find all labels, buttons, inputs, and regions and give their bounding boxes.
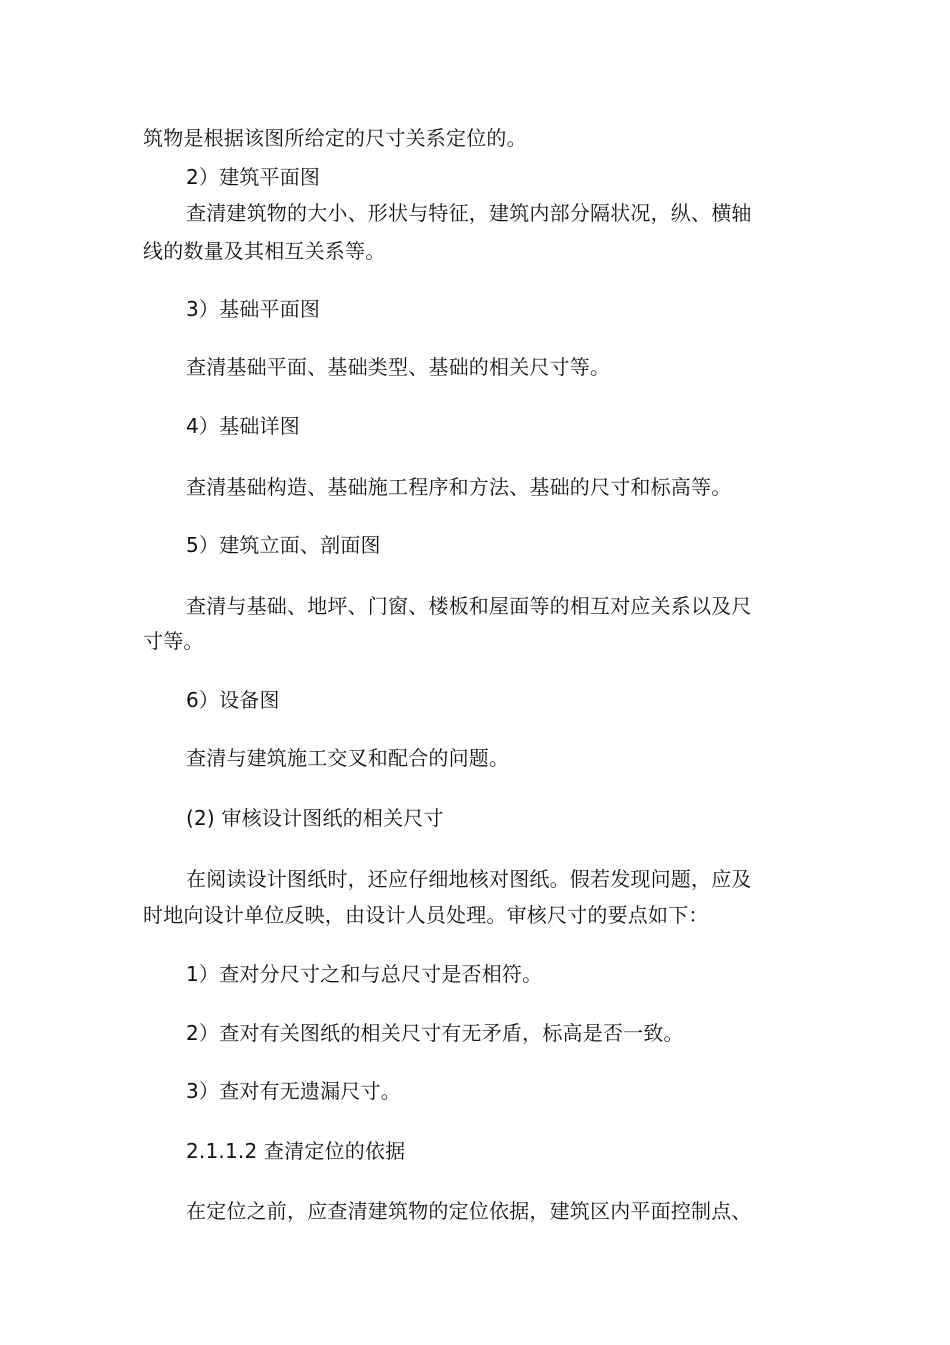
- paragraph-foundation-plan: 查清基础平面、基础类型、基础的相关尺寸等。: [186, 355, 611, 379]
- paragraph-building-plan-line-2: 线的数量及其相互关系等。: [143, 239, 386, 263]
- paragraph-positioning-basis: 在定位之前，应查清建筑物的定位依据，建筑区内平面控制点、: [186, 1199, 752, 1223]
- heading-foundation-plan: 3）基础平面图: [186, 297, 321, 321]
- heading-elevation-section: 5）建筑立面、剖面图: [186, 533, 381, 557]
- paragraph-review-line-1: 在阅读设计图纸时，还应仔细地核对图纸。假若发现问题，应及: [186, 867, 752, 891]
- heading-equipment-drawing: 6）设备图: [186, 688, 280, 712]
- paragraph-review-line-2: 时地向设计单位反映，由设计人员处理。审核尺寸的要点如下：: [143, 903, 709, 927]
- paragraph-elevation-section-line-2: 寸等。: [143, 629, 204, 653]
- paragraph-equipment-drawing: 查清与建筑施工交叉和配合的问题。: [186, 746, 510, 770]
- list-item-check-contradiction: 2）查对有关图纸的相关尺寸有无矛盾，标高是否一致。: [186, 1021, 684, 1045]
- heading-building-plan: 2）建筑平面图: [186, 165, 321, 189]
- paragraph-continuation: 筑物是根据该图所给定的尺寸关系定位的。: [143, 126, 527, 150]
- heading-review-dimensions: (2) 审核设计图纸的相关尺寸: [186, 806, 444, 830]
- heading-foundation-detail: 4）基础详图: [186, 414, 300, 438]
- paragraph-foundation-detail: 查清基础构造、基础施工程序和方法、基础的尺寸和标高等。: [186, 475, 732, 499]
- section-heading-positioning-basis: 2.1.1.2 查清定位的依据: [186, 1139, 406, 1163]
- list-item-check-missing: 3）查对有无遗漏尺寸。: [186, 1079, 401, 1103]
- paragraph-building-plan-line-1: 查清建筑物的大小、形状与特征，建筑内部分隔状况，纵、横轴: [186, 201, 752, 225]
- paragraph-elevation-section-line-1: 查清与基础、地坪、门窗、楼板和屋面等的相互对应关系以及尺: [186, 594, 752, 618]
- list-item-check-sum: 1）查对分尺寸之和与总尺寸是否相符。: [186, 962, 543, 986]
